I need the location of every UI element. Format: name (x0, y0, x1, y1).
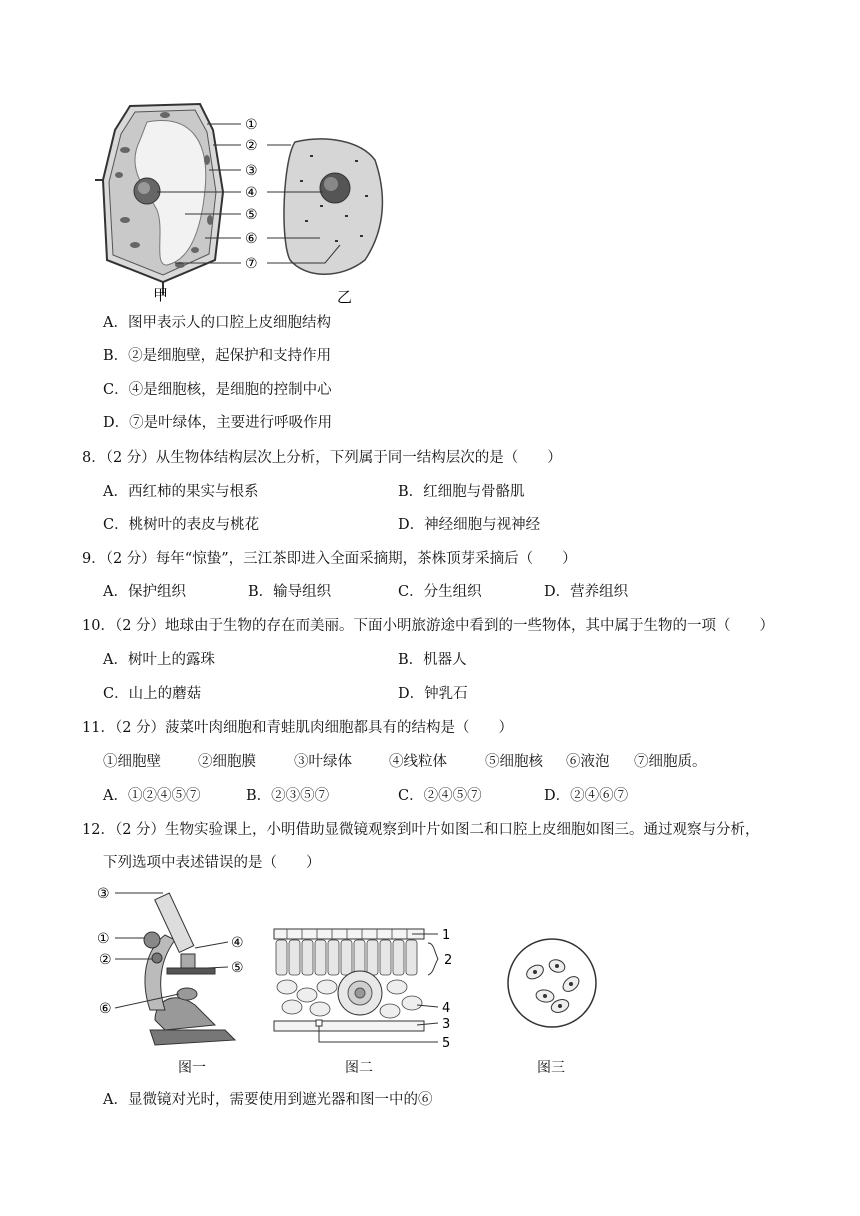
q9-option-d: D．营养组织 (544, 584, 629, 600)
q8-option-d: D．神经细胞与视神经 (398, 517, 541, 533)
leaf-label-3: 3 (442, 1017, 451, 1032)
q11-option-a: A．①②④⑤⑦ (103, 788, 201, 804)
microscope-label-3: ③ (97, 886, 110, 902)
cell-label-4: ④ (245, 185, 258, 201)
cell-diagram-figure (95, 100, 385, 305)
q11-structure-2: ②细胞膜 (198, 754, 256, 770)
q9-stem: 9．（2 分）每年“惊蛰”，三江茶即进入全面采摘期，茶株顶芽采摘后（ ） (82, 551, 577, 567)
q8-option-b: B．红细胞与骨骼肌 (398, 484, 525, 500)
q10-option-a: A．树叶上的露珠 (103, 652, 215, 668)
q11-structure-5: ⑤细胞核 (485, 754, 543, 770)
q12-option-a: A．显微镜对光时，需要使用到遮光器和图一中的⑥ (103, 1092, 433, 1108)
cell-label-5: ⑤ (245, 207, 258, 223)
q11-option-b: B．②③⑤⑦ (246, 788, 330, 804)
caption-yi: 乙 (337, 288, 353, 305)
cell-label-2: ② (245, 138, 258, 154)
q11-structure-4: ④线粒体 (389, 754, 447, 770)
microscope-label-4: ④ (231, 935, 244, 951)
q11-structure-7: ⑦细胞质。 (634, 754, 707, 770)
microscope-label-1: ① (97, 931, 110, 947)
q10-option-d: D．钟乳石 (398, 686, 468, 702)
q11-stem: 11．（2 分）菠菜叶肉细胞和青蛙肌肉细胞都具有的结构是（ ） (82, 720, 514, 736)
cell-label-6: ⑥ (245, 231, 258, 247)
q9-option-b: B．输导组织 (248, 584, 332, 600)
caption-figure-1: 图一 (178, 1060, 206, 1076)
q7-option-b: B．②是细胞壁，起保护和支持作用 (103, 348, 332, 364)
q8-stem: 8．（2 分）从生物体结构层次上分析，下列属于同一结构层次的是（ ） (82, 450, 562, 466)
q10-stem: 10．（2 分）地球由于生物的存在而美丽。下面小明旅游途中看到的一些物体，其中属于生物的一项（ ） (82, 618, 775, 634)
q9-option-a: A．保护组织 (103, 584, 186, 600)
microscope-figure (95, 880, 255, 1050)
q11-option-d: D．②④⑥⑦ (544, 788, 629, 804)
cell-label-1: ① (245, 117, 258, 133)
leaf-label-4: 4 (442, 1001, 451, 1016)
q7-option-d: D．⑦是叶绿体，主要进行呼吸作用 (103, 415, 333, 431)
q11-structure-1: ①细胞壁 (103, 754, 161, 770)
animal-cell (284, 139, 382, 274)
leaf-section-figure (272, 925, 472, 1053)
cell-label-3: ③ (245, 163, 258, 179)
microscope-label-2: ② (99, 952, 112, 968)
q10-option-b: B．机器人 (398, 652, 467, 668)
q11-structure-3: ③叶绿体 (294, 754, 352, 770)
cheek-cells-figure (505, 936, 600, 1031)
q12-stem-line2: 下列选项中表述错误的是（ ） (103, 855, 321, 871)
q8-option-a: A．西红柿的果实与根系 (103, 484, 259, 500)
q9-option-c: C．分生组织 (398, 584, 482, 600)
q7-option-a: A．图甲表示人的口腔上皮细胞结构 (103, 315, 331, 331)
microscope-label-6: ⑥ (99, 1001, 112, 1017)
q11-option-c: C．②④⑤⑦ (398, 788, 482, 804)
q7-option-c: C．④是细胞核，是细胞的控制中心 (103, 382, 332, 398)
q8-option-c: C．桃树叶的表皮与桃花 (103, 517, 260, 533)
q10-option-c: C．山上的蘑菇 (103, 686, 202, 702)
microscope-label-5: ⑤ (231, 960, 244, 976)
leaf-label-5: 5 (442, 1036, 451, 1051)
leaf-label-1: 1 (442, 928, 451, 943)
caption-jia: 甲 (153, 286, 169, 304)
q11-structure-6: ⑥液泡 (566, 754, 610, 770)
q12-stem-line1: 12．（2 分）生物实验课上，小明借助显微镜观察到叶片如图二和口腔上皮细胞如图三。通过观察与分析， (82, 822, 760, 838)
caption-figure-3: 图三 (537, 1060, 565, 1076)
caption-figure-2: 图二 (345, 1060, 373, 1076)
leaf-label-2: 2 (444, 953, 453, 968)
cell-label-7: ⑦ (245, 256, 258, 272)
